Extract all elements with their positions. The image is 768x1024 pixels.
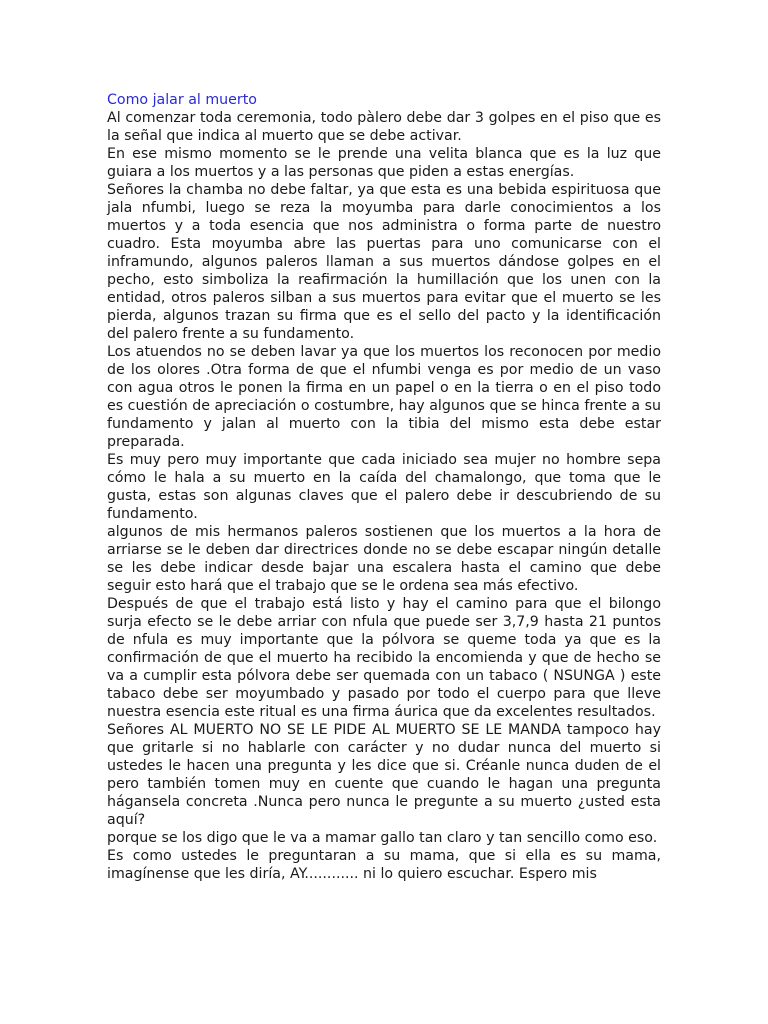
paragraph: Señores AL MUERTO NO SE LE PIDE AL MUERTO SE LE MANDA tampoco hay que gritarle si no hablarle con carácter y no dudar nunca del muerto si ustedes le hacen una pregunta y les dice que si. Créanle nunca duden de el pero también tomen muy en cuente que cuando le hagan una pregunta hágansela concreta .Nunca pero nunca le pregunte a su muerto ¿usted esta aquí? bbox=[107, 722, 661, 828]
paragraph: Señores la chamba no debe faltar, ya que esta es una bebida espirituosa que jala nfumbi, luego se reza la moyumba para darle conocimientos a los muertos y a toda esencia que nos administra o forma parte de nuestro cuadro. Esta moyumba abre las puertas para uno comunicarse con el inframundo, algunos paleros llaman a sus muertos dándose golpes en el pecho, esto simboliza la reafirmación la humillación que los unen con la entidad, otros paleros silban a sus muertos para evitar que el muerto se les pierda, algunos trazan su firma que es el sello del pacto y la identificación del palero frente a su fundamento. bbox=[107, 182, 661, 342]
paragraph: Es muy pero muy importante que cada iniciado sea mujer no hombre sepa cómo le hala a su muerto en la caída del chamalongo, que toma que le gusta, estas son algunas claves que el palero debe ir descubriendo de su fundamento. bbox=[107, 452, 661, 522]
paragraph: Es como ustedes le preguntaran a su mama, que si ella es su mama, imagínense que les diría, AY............ ni lo quiero escuchar. Espero mis bbox=[107, 848, 661, 882]
paragraph: porque se los digo que le va a mamar gallo tan claro y tan sencillo como eso. bbox=[107, 830, 658, 846]
document-page bbox=[107, 91, 661, 883]
paragraph: Al comenzar toda ceremonia, todo pàlero debe dar 3 golpes en el piso que es la señal que indica al muerto que se debe activar. bbox=[107, 110, 661, 144]
paragraph: algunos de mis hermanos paleros sostienen que los muertos a la hora de arriarse se le deben dar directrices donde no se debe escapar ningún detalle se les debe indicar desde bajar una escalera hasta el camino que debe seguir esto hará que el trabajo que se le ordena sea más efectivo. bbox=[107, 524, 661, 594]
paragraph: Después de que el trabajo está listo y hay el camino para que el bilongo surja efecto se le debe arriar con nfula que puede ser 3,7,9 hasta 21 puntos de nfula es muy importante que la pólvora se queme toda ya que es la confirmación de que el muerto ha recibido la encomienda y que de hecho se va a cumplir esta pólvora debe ser quemada con un tabaco ( NSUNGA ) este tabaco debe ser moyumbado y pasado por todo el cuerpo para que lleve nuestra esencia este ritual es una firma áurica que da excelentes resultados. bbox=[107, 596, 661, 720]
document-title: Como jalar al muerto bbox=[107, 92, 257, 108]
paragraph: Los atuendos no se deben lavar ya que los muertos los reconocen por medio de los olores .Otra forma de que el nfumbi venga es por medio de un vaso con agua otros le ponen la firma en un papel o en la tierra o en el piso todo es cuestión de apreciación o costumbre, hay algunos que se hinca frente a su fundamento y jalan al muerto con la tibia del mismo esta debe estar preparada. bbox=[107, 344, 661, 450]
paragraph: En ese mismo momento se le prende una velita blanca que es la luz que guiara a los muertos y a las personas que piden a estas energías. bbox=[107, 146, 661, 180]
